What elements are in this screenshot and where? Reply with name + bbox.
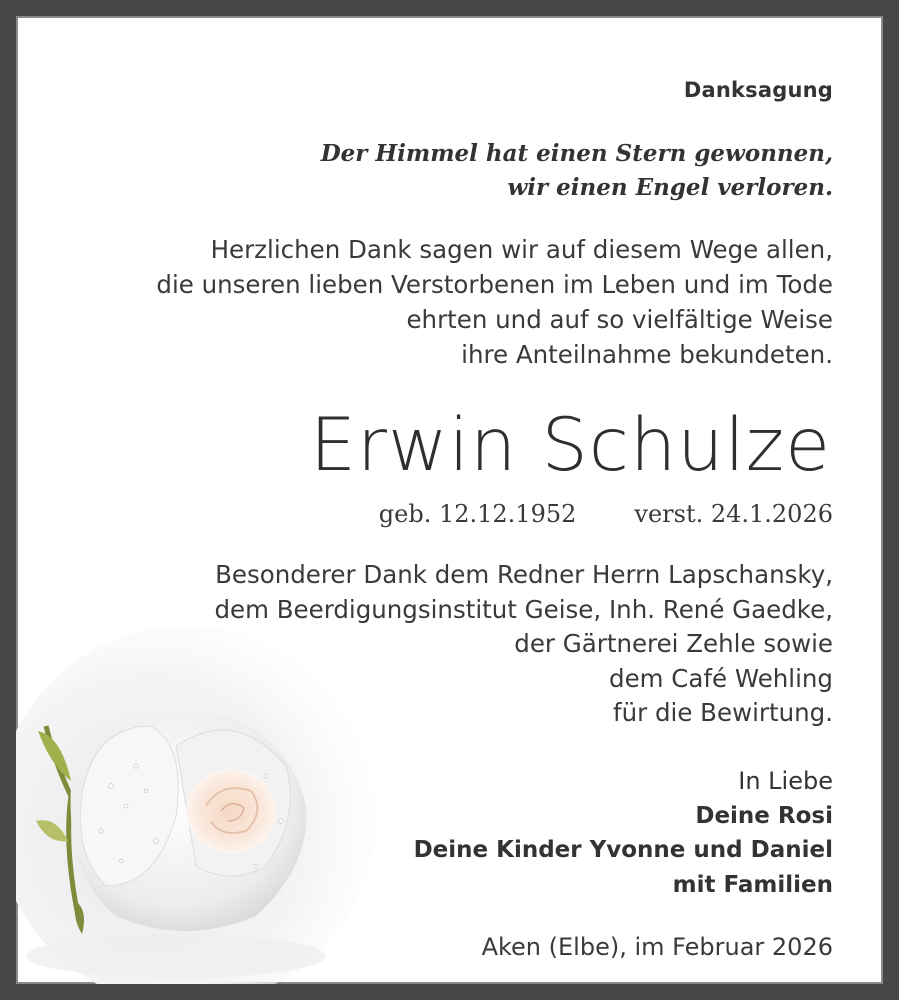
thanks-line: ehrten und auf so vielfältige Weise xyxy=(406,305,833,334)
special-thanks-line: dem Café Wehling xyxy=(609,663,833,693)
thanks-paragraph xyxy=(156,232,833,372)
quote-line: wir einen Engel verloren. xyxy=(507,174,833,201)
signoff-name: Deine Rosi xyxy=(695,802,833,829)
thanks-line: die unseren lieben Verstorbenen im Leben und im Tode xyxy=(156,270,833,299)
thanks-line: Herzlichen Dank sagen wir auf diesem Wege allen, xyxy=(210,235,833,264)
signoff-name: Deine Kinder Yvonne und Daniel xyxy=(413,837,833,863)
special-thanks-line: Besonderer Dank dem Redner Herrn Lapschansky, xyxy=(215,560,833,589)
special-thanks-line: für die Bewirtung. xyxy=(612,698,833,727)
special-thanks-line: dem Beerdigungsinstitut Geise, Inh. René Gaedke, xyxy=(214,594,833,624)
place-and-date: Aken (Elbe), im Februar 2026 xyxy=(481,933,833,961)
deceased-name: Erwin Schulze xyxy=(309,403,831,488)
heading-danksagung: Danksagung xyxy=(683,78,833,102)
life-dates xyxy=(379,496,833,532)
special-thanks-paragraph xyxy=(214,558,833,731)
memorial-quote xyxy=(321,137,833,205)
special-thanks-line: der Gärtnerei Zehle sowie xyxy=(514,629,833,658)
signoff-intro: In Liebe xyxy=(738,767,833,795)
birth-date: geb. 12.12.1952 xyxy=(378,500,577,528)
signoff-name: mit Familien xyxy=(672,871,833,898)
thanks-line: ihre Anteilnahme bekundeten. xyxy=(461,340,833,369)
quote-line: Der Himmel hat einen Stern gewonnen, xyxy=(320,140,833,167)
death-date: verst. 24.1.2026 xyxy=(634,500,833,528)
signoff xyxy=(414,764,833,902)
